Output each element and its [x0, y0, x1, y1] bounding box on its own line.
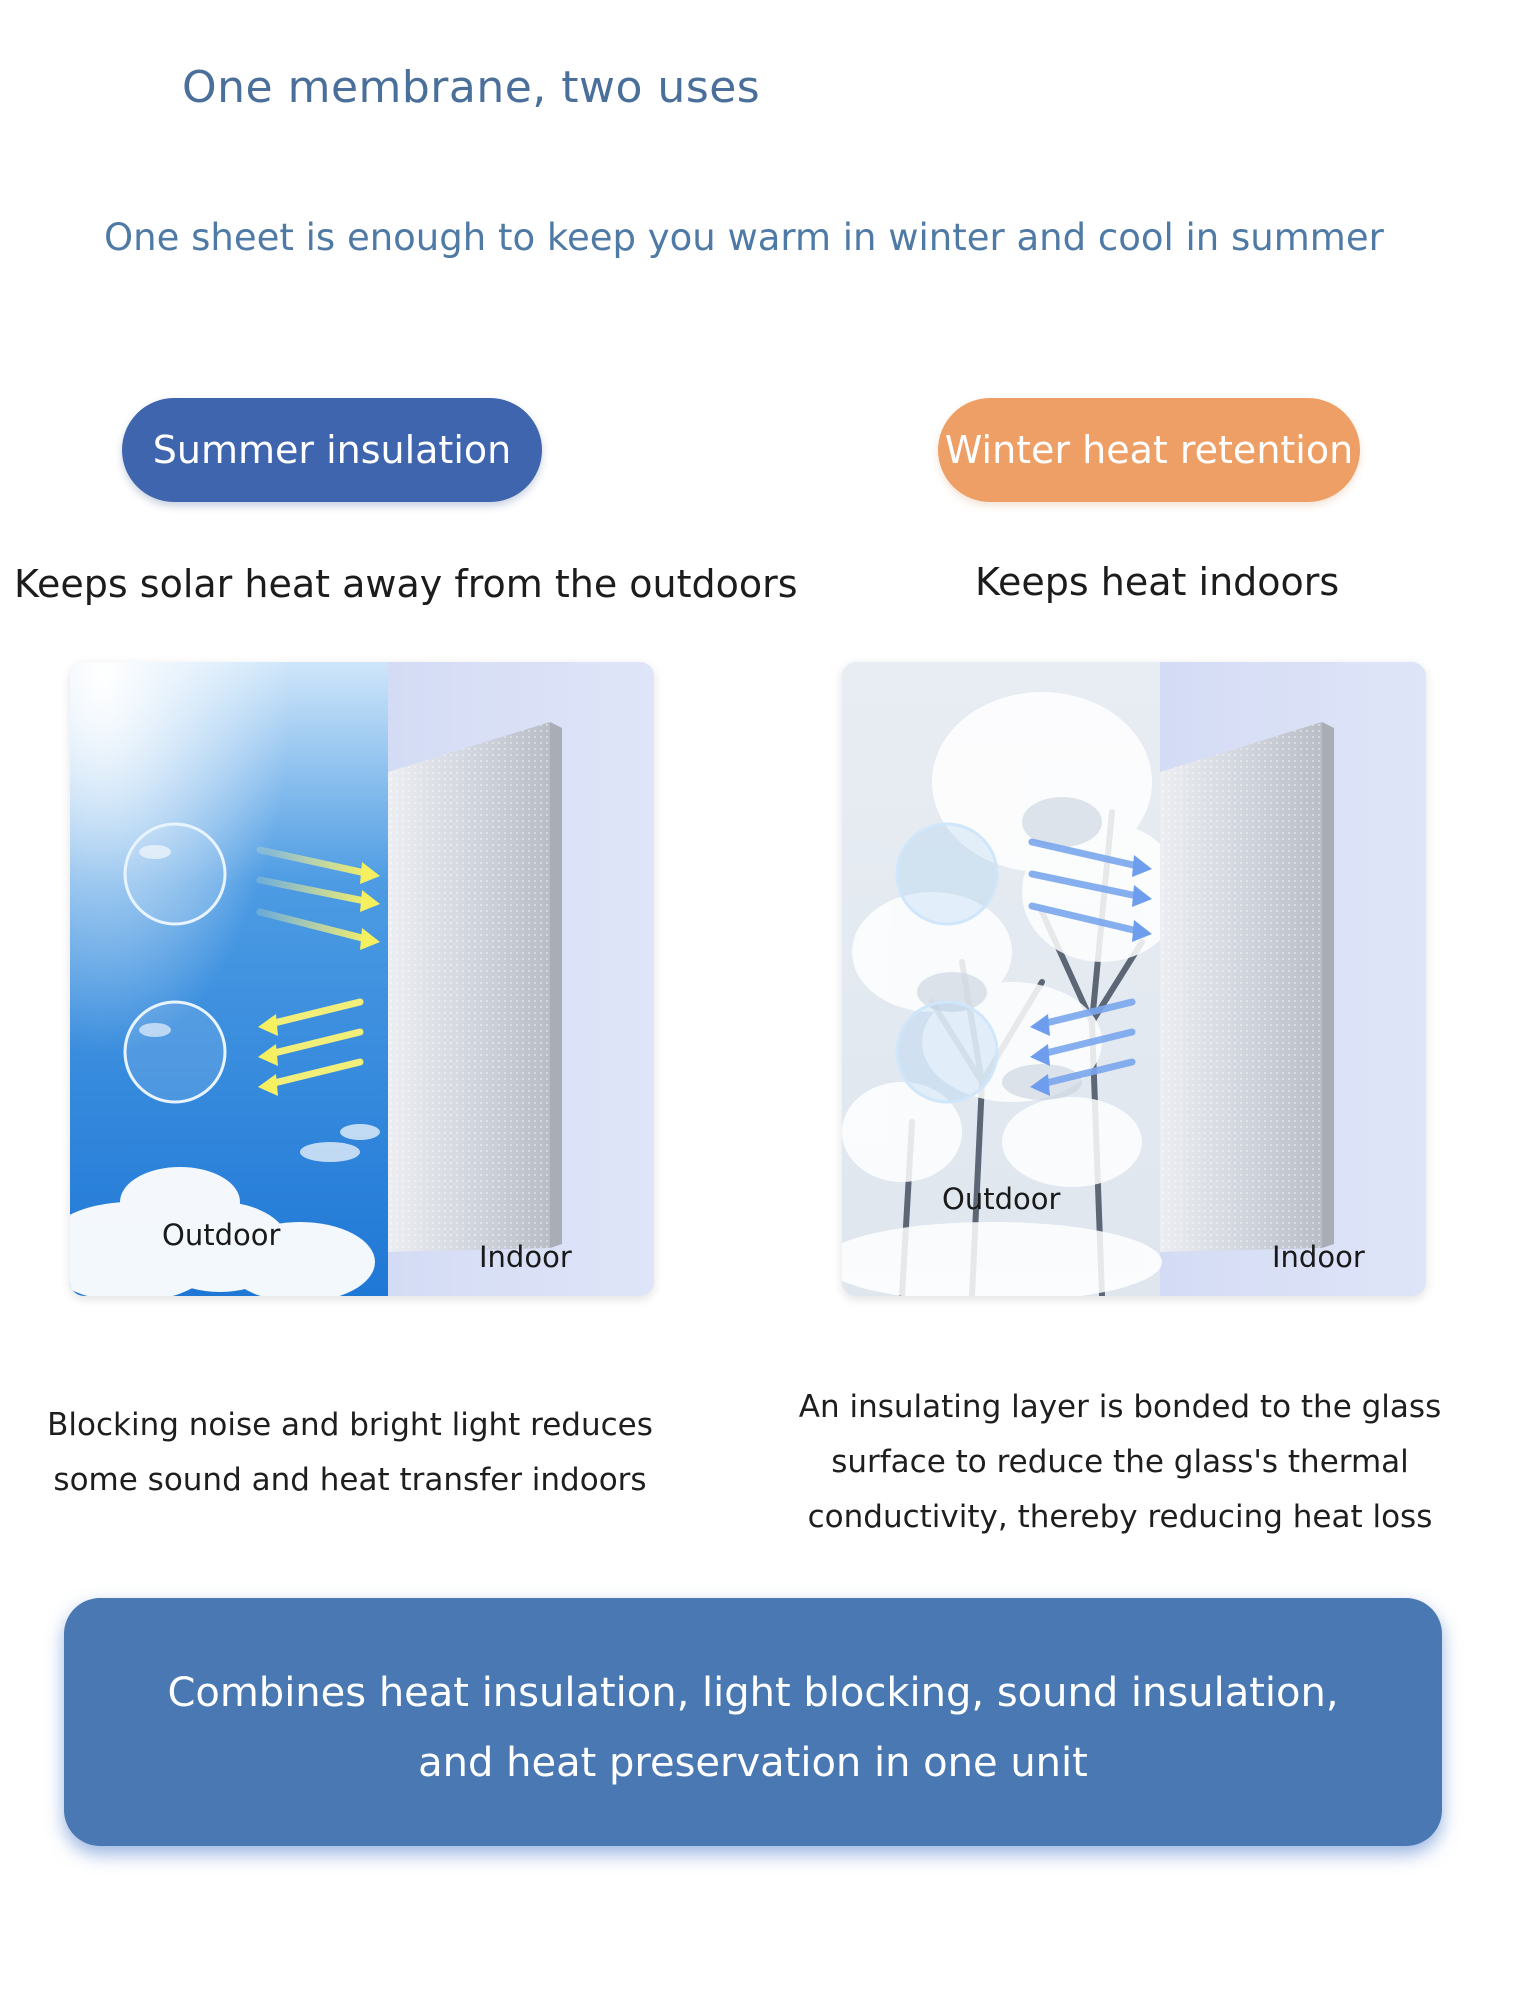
page-title: One membrane, two uses [182, 62, 761, 113]
features-banner [64, 1598, 1442, 1846]
bubble-icon [125, 824, 225, 924]
winter-indoor-label: Indoor [1272, 1240, 1365, 1274]
winter-illustration-graphic [842, 662, 1426, 1296]
page-subtitle: One sheet is enough to keep you warm in winter and cool in summer [104, 216, 1384, 259]
insulation-film-icon [388, 722, 562, 1252]
summer-description: Blocking noise and bright light reduces some sound and heat transfer indoors [47, 1407, 653, 1498]
summer-illustration [70, 662, 654, 1296]
winter-outdoor-label: Outdoor [942, 1182, 1061, 1216]
summer-badge-label: Summer insulation [152, 428, 512, 472]
bubble-icon [897, 824, 997, 924]
summer-lead-text: Keeps solar heat away from the outdoors [14, 562, 798, 606]
bubble-icon [897, 1002, 997, 1102]
summer-indoor-label: Indoor [479, 1240, 572, 1274]
summer-outdoor-label: Outdoor [162, 1218, 281, 1252]
bubble-icon [125, 1002, 225, 1102]
winter-description: An insulating layer is bonded to the glass surface to reduce the glass's thermal conductivity, thereby reducing heat loss [798, 1389, 1442, 1535]
summer-insulation-badge [122, 398, 542, 502]
winter-illustration [842, 662, 1426, 1296]
features-banner-text: Combines heat insulation, light blocking, sound insulation, and heat preservation in one unit [167, 1670, 1339, 1786]
insulation-film-icon [1160, 722, 1334, 1252]
winter-lead-text: Keeps heat indoors [975, 560, 1340, 604]
winter-badge-label: Winter heat retention [944, 428, 1354, 472]
winter-heat-retention-badge [938, 398, 1360, 502]
summer-illustration-graphic [70, 662, 654, 1296]
